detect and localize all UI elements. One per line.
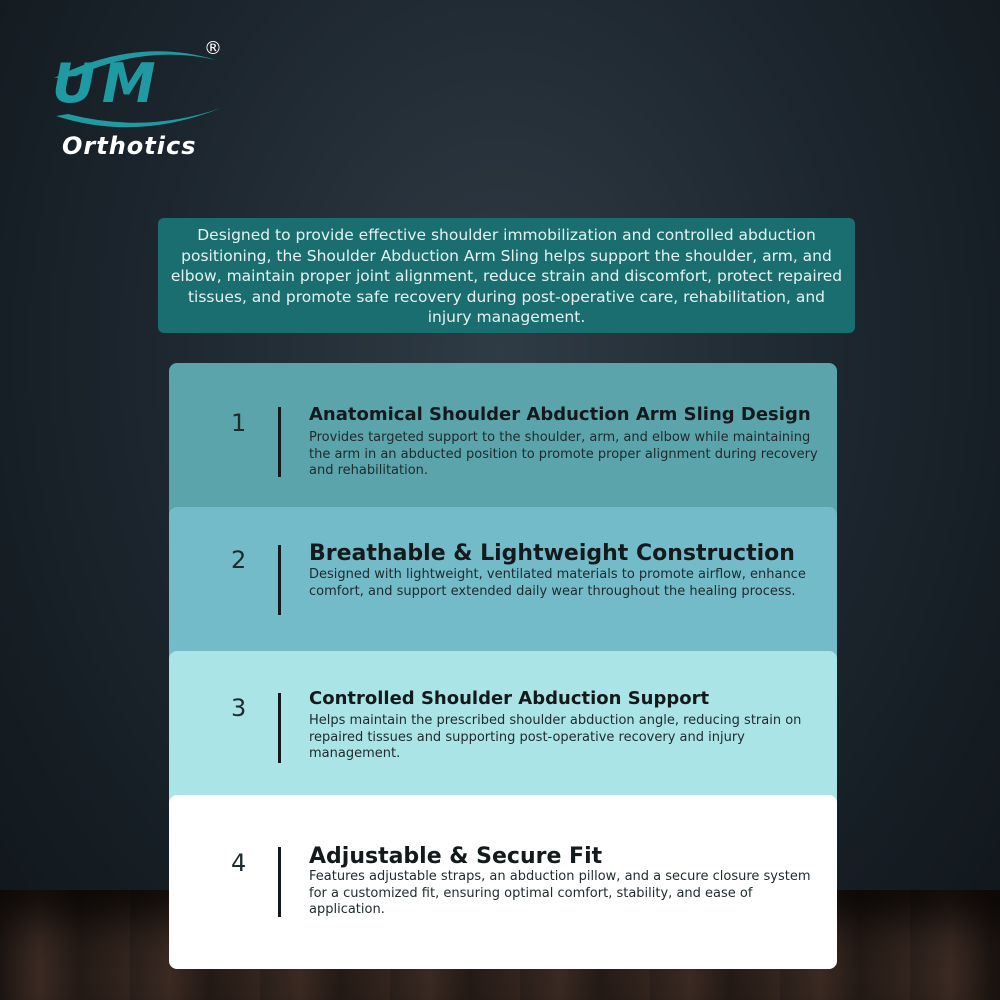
intro-text: Designed to provide effective shoulder immobilization and controlled abduction positioning, the Shoulder Abduction Arm Sling helps support the shoulder, arm, and elbow, maintain proper joint alignment, reduce strain and discomfort, protect repaired tissues, and promote safe recovery during post-operative care, rehabilitation, and injury management. <box>158 218 855 333</box>
divider-bar <box>278 693 281 763</box>
brand-logo <box>46 38 226 168</box>
feature-title: Anatomical Shoulder Abduction Arm Sling Design <box>309 404 811 425</box>
feature-number: 2 <box>231 546 247 574</box>
divider-bar <box>278 545 281 615</box>
feature-number: 3 <box>231 694 247 722</box>
feature-description: Helps maintain the prescribed shoulder abduction angle, reducing strain on repaired tissues and supporting post-operative recovery and injury management. <box>309 713 802 761</box>
feature-number: 4 <box>231 849 247 877</box>
brand-name: Orthotics <box>62 132 197 160</box>
divider-bar <box>278 407 281 477</box>
feature-description: Provides targeted support to the shoulder, arm, and elbow while maintaining the arm in an abducted position to promote proper alignment during recovery and rehabilitation. <box>309 430 818 478</box>
feature-number: 1 <box>231 409 247 437</box>
feature-description: Features adjustable straps, an abduction pillow, and a secure closure system for a customized fit, ensuring optimal comfort, stability, and ease of application. <box>309 869 811 917</box>
feature-description: Designed with lightweight, ventilated materials to promote airflow, enhance comfort, and support extended daily wear throughout the healing process. <box>309 567 806 599</box>
feature-title: Breathable & Lightweight Construction <box>309 541 795 566</box>
logo-letters: UM <box>52 52 162 115</box>
feature-title: Adjustable & Secure Fit <box>309 844 603 869</box>
divider-bar <box>278 847 281 917</box>
registered-mark: ® <box>204 38 222 59</box>
feature-card-1 <box>169 363 837 528</box>
feature-title: Controlled Shoulder Abduction Support <box>309 688 710 709</box>
feature-card-3 <box>169 651 837 816</box>
feature-card-2 <box>169 507 837 672</box>
feature-card-4 <box>169 795 837 969</box>
